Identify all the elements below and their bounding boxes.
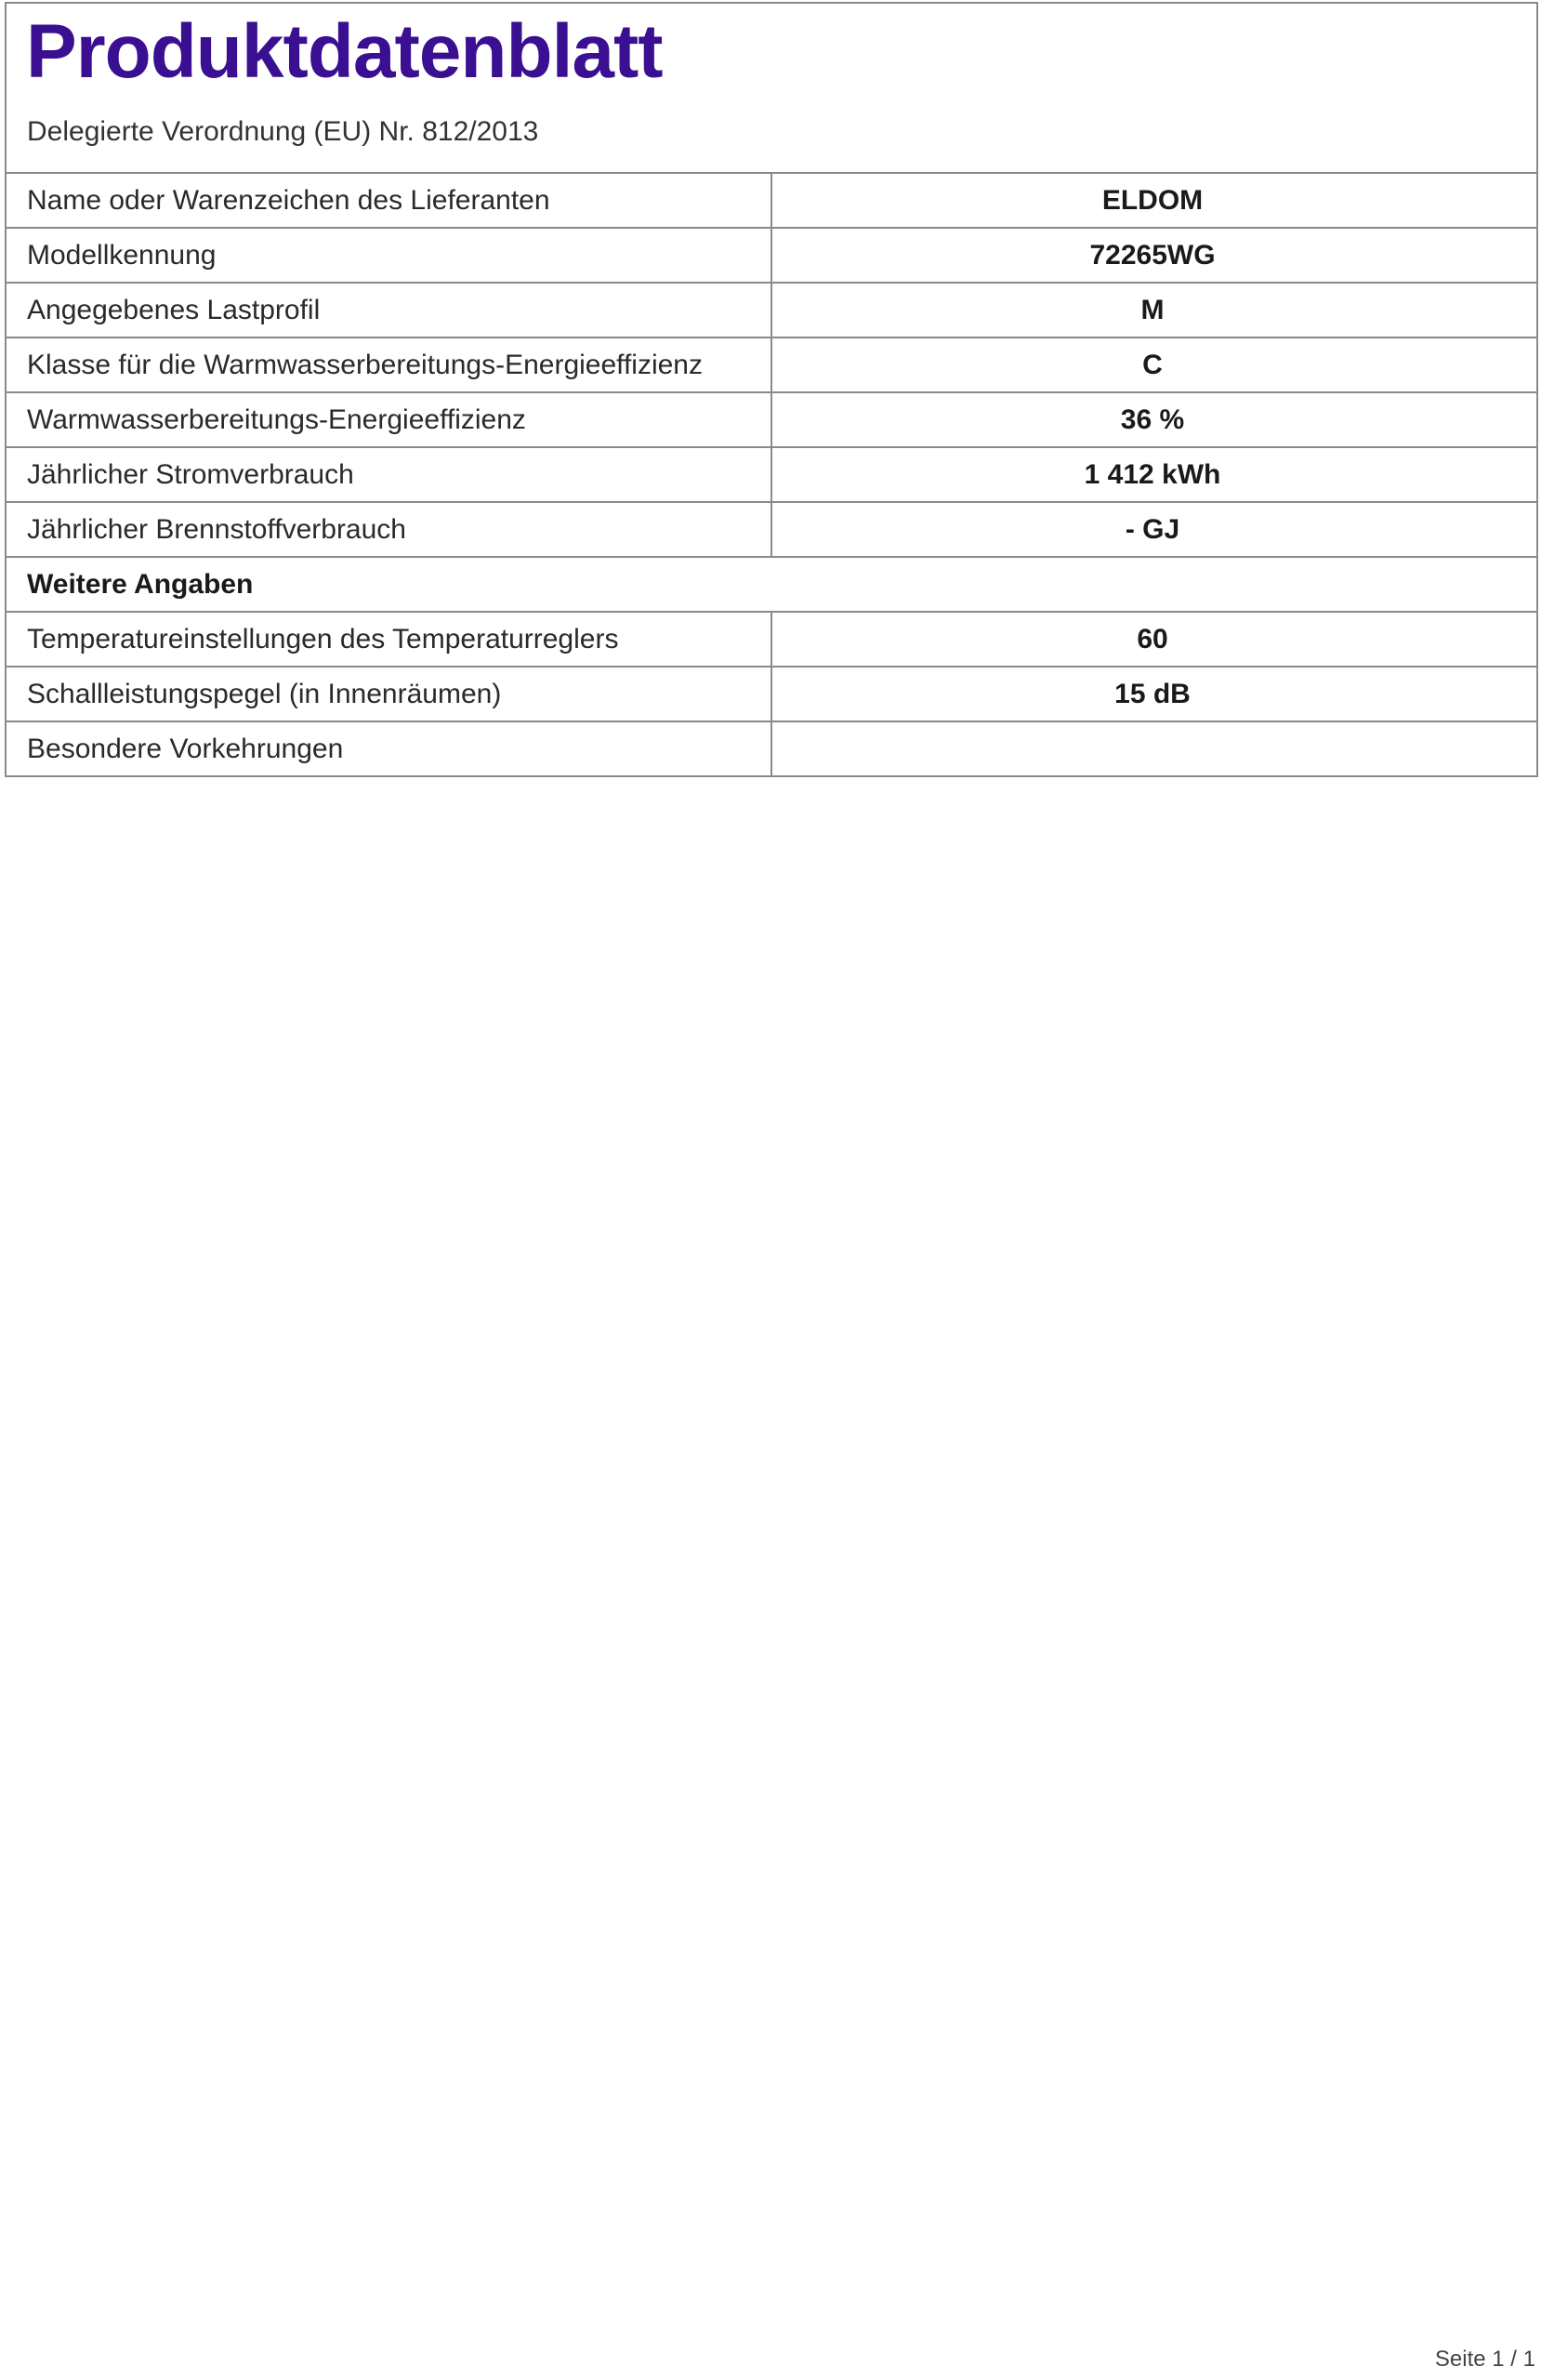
- row-value: C: [1142, 350, 1163, 380]
- page-title: Produktdatenblatt: [26, 9, 663, 94]
- regulation-subtitle: Delegierte Verordnung (EU) Nr. 812/2013: [27, 116, 539, 147]
- table-row-precautions: [7, 722, 1536, 775]
- table-row-supplier: [7, 174, 1536, 229]
- row-label: Schallleistungspegel (in Innenräumen): [7, 668, 772, 721]
- datasheet-header: [7, 4, 1536, 174]
- row-value: 36 %: [1120, 404, 1185, 435]
- row-label: Temperatureinstellungen des Temperaturreglers: [7, 613, 772, 666]
- table-row-efficiency: [7, 393, 1536, 448]
- row-value: 1 412 kWh: [1084, 459, 1221, 490]
- section-heading: Weitere Angaben: [27, 569, 254, 600]
- product-datasheet: [5, 2, 1538, 777]
- row-value: 15 dB: [1114, 679, 1191, 709]
- table-row-fuel: [7, 503, 1536, 558]
- row-value: [772, 722, 1536, 775]
- row-value: ELDOM: [1101, 185, 1204, 216]
- row-value: 72265WG: [1089, 240, 1216, 271]
- section-header-row: [7, 558, 1536, 613]
- row-label: Name oder Warenzeichen des Lieferanten: [7, 174, 772, 227]
- table-row-electricity: [7, 448, 1536, 503]
- row-value: - GJ: [1125, 514, 1180, 545]
- row-label: Besondere Vorkehrungen: [7, 722, 772, 775]
- table-row-model: [7, 229, 1536, 284]
- row-label: Jährlicher Stromverbrauch: [7, 448, 772, 501]
- row-value: M: [1140, 295, 1165, 325]
- table-row-load-profile: [7, 284, 1536, 338]
- page-number: Seite 1 / 1: [1434, 2347, 1535, 2372]
- row-label: Modellkennung: [7, 229, 772, 282]
- table-row-temperature: [7, 613, 1536, 668]
- row-label: Klasse für die Warmwasserbereitungs-Energieeffizienz: [7, 338, 772, 391]
- row-value: 60: [1137, 624, 1168, 654]
- table-row-efficiency-class: [7, 338, 1536, 393]
- table-row-sound: [7, 668, 1536, 722]
- row-label: Warmwasserbereitungs-Energieeffizienz: [7, 393, 772, 446]
- row-label: Jährlicher Brennstoffverbrauch: [7, 503, 772, 556]
- row-label: Angegebenes Lastprofil: [7, 284, 772, 337]
